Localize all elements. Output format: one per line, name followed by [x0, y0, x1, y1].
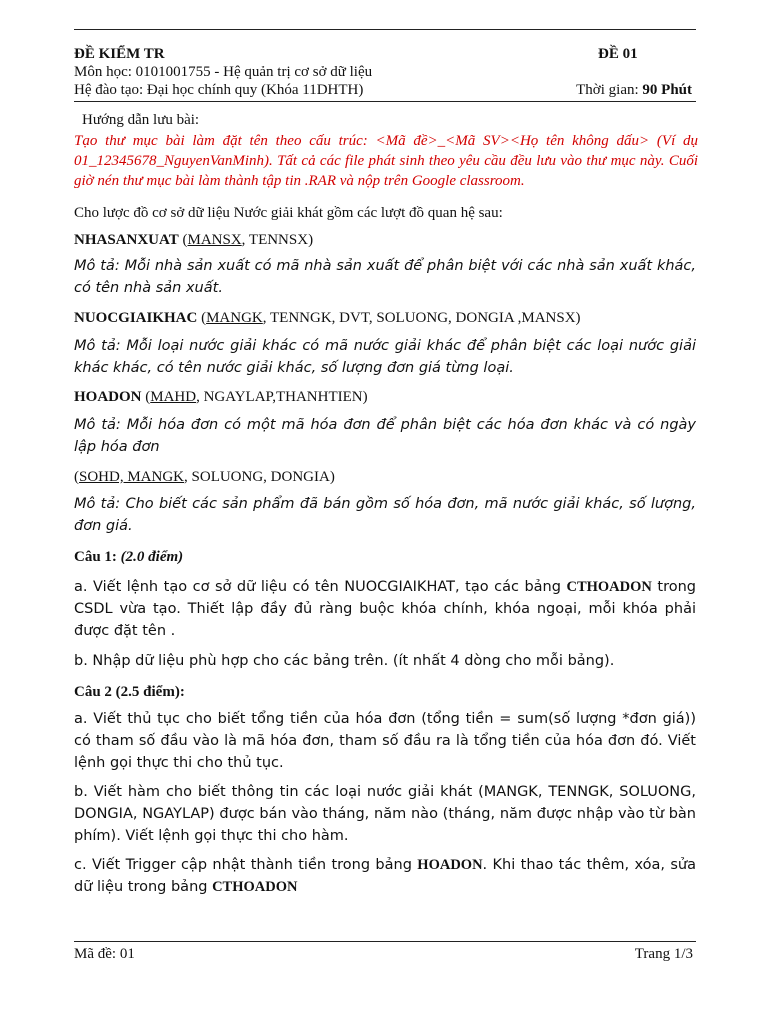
schema-hoadon: [74, 387, 696, 407]
schema-keys: SOHD, MANGK: [79, 469, 185, 485]
header-bottom-rule: [74, 101, 696, 102]
footer-exam-code: Mã đề: 01: [74, 946, 135, 962]
schema-description: Mô tả: Cho biết các sản phẩm đã bán gồm số hóa đơn, mã nước giải khác, số lượng, đơn giá.: [74, 496, 696, 534]
header-top-rule: [74, 29, 696, 30]
question-text: . Khi thao tác thêm, xóa, sửa dữ liệu trong bảng: [74, 857, 696, 895]
question-text: trong CSDL vừa tạo. Thiết lập đầy đủ ràng buộc khóa chính, khóa ngoại, mỗi khóa phải được đặt tên .: [74, 579, 696, 639]
schema-attributes: , SOLUONG, DONGIA): [184, 469, 335, 485]
question-2a: a. Viết thủ tục cho biết tổng tiền của hóa đơn (tổng tiền = sum(số lượng *đơn giá)) có tham số đầu vào là mã hóa đơn, tham số đầu ra là tổng tiền của hóa đơn đó. Viết lệnh gọi thực thi cho thủ tục.: [74, 711, 696, 771]
question-points: (2.0 điểm): [120, 549, 184, 565]
question-text: c. Viết Trigger cập nhật thành tiền trong bảng: [74, 857, 418, 873]
question-2b: b. Viết hàm cho biết thông tin các loại nước giải khát (MANGK, TENNGK, SOLUONG, DONGIA, NGAYLAP) được bán vào tháng, năm nào (tháng, năm được nhập vào từ bàn phím). Viết lệnh gọi thực thi cho hàm.: [74, 784, 696, 844]
schema-open: (: [141, 389, 151, 405]
question-label: Câu 1:: [74, 549, 121, 565]
schema-name: NHASANXUAT: [74, 232, 179, 248]
schema-open: (: [178, 232, 188, 248]
schema-cthoadon: [74, 467, 696, 487]
schema-nuocgiaikhac: [74, 308, 696, 328]
schema-keys: MANGK: [206, 310, 263, 326]
schema-description: Mô tả: Mỗi loại nước giải khác có mã nước giải khác để phân biệt các loại nước giải khác khác, có tên nước giải khác, số lượng đơn giá từng loại.: [74, 338, 696, 376]
question-text: a. Viết lệnh tạo cơ sở dữ liệu có tên NUOCGIAIKHAT, tạo các bảng: [74, 579, 567, 595]
instructions-text: Tạo thư mục bài làm đặt tên theo cấu trúc: <Mã đề>_<Mã SV><Họ tên không dấu> (Ví dụ 01_12345678_NguyenVanMinh). Tất cả các file phát sinh theo yêu cầu đều lưu vào thư mục này. Cuối giờ nén thư mục bài làm thành tập tin .RAR và nộp trên Google classroom.: [74, 133, 698, 189]
subject-line: Môn học: 0101001755 - Hệ quản trị cơ sở dữ liệu: [74, 64, 373, 80]
schema-nhasanxuat: [74, 230, 696, 250]
schema-attributes: , TENNGK, DVT, SOLUONG, DONGIA ,MANSX): [262, 310, 581, 326]
schema-intro: Cho lược đồ cơ sở dữ liệu Nước giải khát gồm các lượt đồ quan hệ sau:: [74, 205, 503, 221]
time-value: 90 Phút: [642, 82, 692, 98]
question-1-title: [74, 547, 696, 567]
program-line: Hệ đào tạo: Đại học chính quy (Khóa 11DHTH): [74, 82, 364, 98]
schema-open: (: [74, 469, 79, 485]
schema-description: Mô tả: Mỗi hóa đơn có một mã hóa đơn để phân biệt các hóa đơn khác và có ngày lập hóa đơn: [74, 417, 696, 455]
instructions-heading: Hướng dẫn lưu bài:: [82, 112, 200, 128]
question-2-title: Câu 2 (2.5 điểm):: [74, 684, 185, 700]
table-name: CTHOADON: [212, 879, 298, 895]
schema-name: NUOCGIAIKHAC: [74, 310, 198, 326]
footer-page-number: Trang 1/3: [634, 946, 693, 962]
question-1b: b. Nhập dữ liệu phù hợp cho các bảng trên. (ít nhất 4 dòng cho mỗi bảng).: [74, 653, 615, 669]
footer-rule: [74, 941, 696, 942]
schema-attributes: , TENNSX): [241, 232, 314, 248]
table-name: CTHOADON: [566, 579, 652, 595]
question-2c: [74, 854, 696, 898]
schema-name: HOADON: [74, 389, 142, 405]
exam-title: ĐỀ KIỂM TR: [74, 46, 165, 62]
schema-keys: MAHD: [150, 389, 197, 405]
schema-description: Mô tả: Mỗi nhà sản xuất có mã nhà sản xuất để phân biệt với các nhà sản xuất khác, có tên nhà sản xuất.: [74, 258, 696, 296]
schema-attributes: , NGAYLAP,THANHTIEN): [196, 389, 368, 405]
question-1a: [74, 576, 696, 642]
time-label: Thời gian:: [576, 82, 643, 98]
schema-open: (: [197, 310, 207, 326]
schema-keys: MANSX: [187, 232, 242, 248]
table-name: HOADON: [417, 857, 483, 873]
exam-code: ĐỀ 01: [598, 46, 638, 62]
time-line: [576, 80, 692, 100]
